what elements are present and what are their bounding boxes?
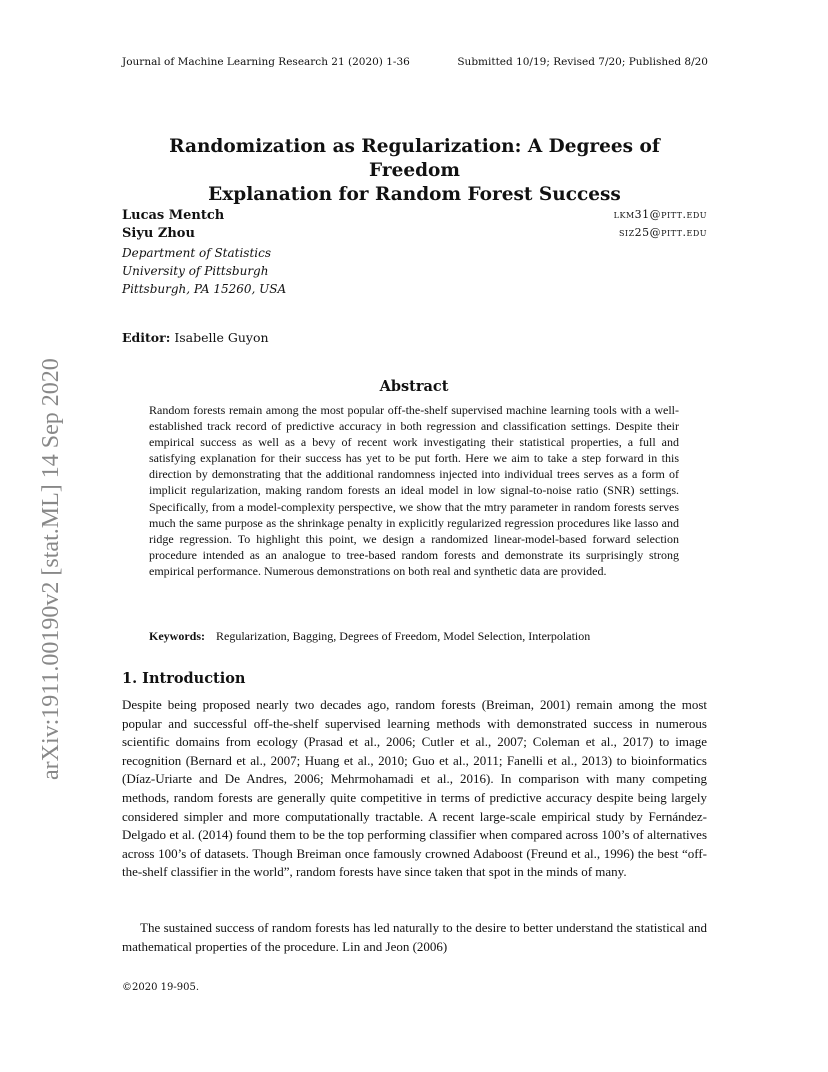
arxiv-stamp[interactable]: arXiv:1911.00190v2 [stat.ML] 14 Sep 2020 (38, 358, 64, 780)
editor-line (122, 330, 269, 345)
affiliation-university: University of Pittsburgh (122, 264, 269, 278)
intro-paragraph-2: The sustained success of random forests has led naturally to the desire to better understand the statistical and mathematical properties of the procedure. Lin and Jeon (2006) (122, 920, 707, 954)
intro-paragraph-1: Despite being proposed nearly two decades ago, random forests (Breiman, 2001) remain among the most popular and successful off-the-shelf supervised learning methods with demonstrated success in numerous scientific domains from ecology (Prasad et al., 2006; Cutler et al., 2007; Coleman et al., 2017) to image recognition (Bernard et al., 2007; Huang et al., 2010; Guo et al., 2011; Fanelli et al., 2013) to bioinformatics (Díaz-Uriarte and De Andres, 2006; Mehrmohamadi et al., 2016). In comparison with many competing methods, random forests are generally quite competitive in terms of predictive accuracy despite being largely considered simpler and more computationally tractable. A recent large-scale empirical study by Fernández-Delgado et al. (2014) found them to be the top performing classifier when compared across 100’s of alternatives across 100’s of datasets. Though Breiman once famously crowned Adaboost (Freund et al., 1996) the best “off-the-shelf classifier in the world”, random forests have since taken that spot in the minds of many. (122, 697, 707, 880)
section-heading-introduction: 1. Introduction (122, 670, 246, 687)
keywords-text: Regularization, Bagging, Degrees of Freedom, Model Selection, Interpolation (216, 629, 591, 643)
copyright-footer: ©2020 19-905. (122, 982, 199, 993)
submission-dates: Submitted 10/19; Revised 7/20; Published 8/20 (457, 56, 708, 68)
paper-title (122, 135, 707, 207)
author-name-2: Siyu Zhou (122, 226, 195, 241)
author-name-1: Lucas Mentch (122, 208, 225, 223)
abstract-text: Random forests remain among the most popular off-the-shelf supervised machine learning tools with a well-established track record of predictive accuracy in both regression and classification settings. Despite their empirical success as well as a bevy of recent work investigating their statistical properties, a full and satisfying explanation for their success has yet to be put forth. Here we aim to take a step forward in this direction by demonstrating that the additional randomness injected into individual trees serves as a form of implicit regularization, making random forests an ideal model in low signal-to-noise ratio (SNR) settings. Specifically, from a model-complexity perspective, we show that the mtry parameter in random forests serves much the same purpose as the shrinkage penalty in explicitly regularized regression procedures like lasso and ridge regression. To highlight this point, we design a randomized linear-model-based forward selection procedure intended as an analogue to tree-based random forests and demonstrate its surprisingly strong empirical performance. Numerous demonstrations on both real and synthetic data are provided. (149, 403, 679, 578)
title-line-2: Explanation for Random Forest Success (208, 184, 621, 205)
title-line-1: Randomization as Regularization: A Degrees of Freedom (169, 136, 660, 181)
keywords-label: Keywords: (149, 629, 205, 643)
abstract-heading: Abstract (379, 378, 449, 395)
keywords-line (149, 629, 689, 644)
affiliation-city: Pittsburgh, PA 15260, USA (122, 282, 287, 296)
author-email-2[interactable]: siz25@pitt.edu (618, 226, 707, 239)
author-email-1[interactable]: lkm31@pitt.edu (613, 208, 707, 221)
editor-name: Isabelle Guyon (174, 330, 269, 345)
editor-label: Editor: (122, 330, 171, 345)
affiliation-department: Department of Statistics (122, 246, 271, 260)
journal-header: Journal of Machine Learning Research 21 (2020) 1-36 (122, 56, 410, 68)
